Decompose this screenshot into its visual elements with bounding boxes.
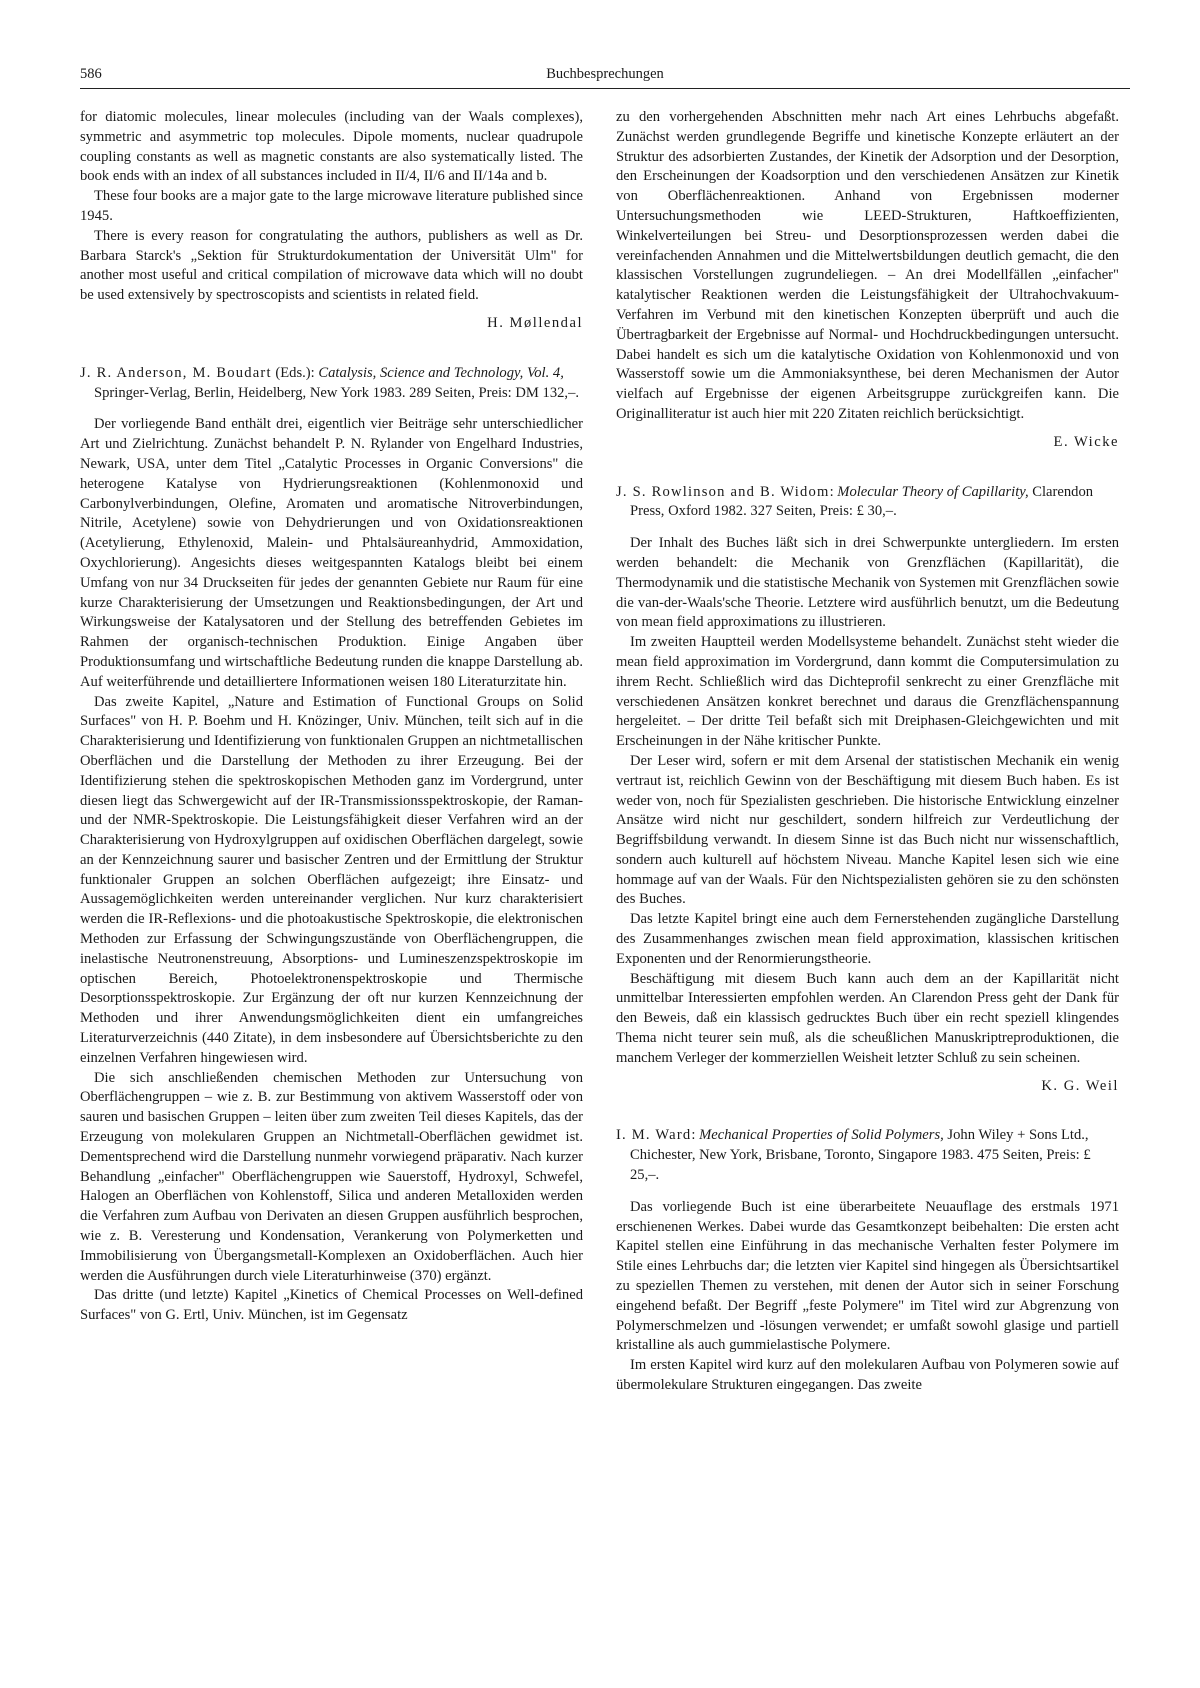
paragraph: zu den vorhergehenden Abschnitten mehr nach Art eines Lehrbuchs abgefaßt. Zunächst werden grundlegende Begriffe und kinetische Konzepte erläutert an der Struktur des adsorbierten Zustandes, der Kinetik der Adsorption und der Desorption, den Erscheinungen der Koadsorption und den verschiedenen Ansätzen zur Kinetik von Oberflächenreaktionen. Anhand von Ergebnissen moderner Untersuchungsmethoden wie LEED-Strukturen, Haftkoeffizienten, Winkelverteilungen bei Streu- und Desorptionsprozessen werden dabei die vereinfachenden Annahmen und die Mittelwertsbildungen deutlich gemacht, die den klassischen Vorstellungen zugrundeliegen. – An drei Modellfällen „einfacher" katalytischer Reaktionen werden die Leistungsfähigkeit der Ultrahochvakuum-Verfahren im Verbund mit den kinetischen Konzepten überprüft und auch die Übertragbarkeit der Ergebnisse auf Normal- und Hochdruckbedingungen untersucht. Dabei handelt es sich um die katalytische Oxidation von Kohlenmonoxid und von Wasserstoff sowie um die Ammoniaksynthese, bei deren Mechanismen der Autor vielfach auf Ergebnisse der eigenen Arbeitsgruppe zurückgreifen kann. Die Originalliteratur ist auch hier mit 220 Zitaten reichlich berücksichtigt. [616, 109, 1119, 422]
right-column [616, 108, 1119, 1396]
review-separator: : [691, 1127, 700, 1144]
paragraph: Der vorliegende Band enthält drei, eigentlich vier Beiträge sehr unterschiedlicher Art und Zielrichtung. Zunächst behandelt P. N. Rylander von Engelhard Industries, Newark, USA, unter dem Titel „Catalytic Processes in Organic Conversions" die heterogene Katalyse von Hydrierungsreaktionen (Kohlenmonoxid und Carbonylverbindungen, Olefine, Aromaten und aromatische Nitroverbindungen, Nitrile, Acetylene) sowie von Dehydrierungen und von Oxidationsreaktionen (Acetylierung, Ethylenoxid, Malein- und Phtalsäureanhydrid, Ammoxidation, Oxychlorierung). Angesichts dieses weitgespannten Katalogs bleibt bei einem Umfang von nur 34 Druckseiten für jedes der genannten Gebiete nur Raum für eine kurze Charakterisierung der Umsetzungen und Reaktionsbedingungen, der Art und Wirkungsweise der Katalysatoren und der Stellung des betreffenden Gebietes im Rahmen der organisch-technischen Produktion. Einige Angaben über Produktionsumfang und wirtschaftliche Bedeutung runden die knappe Darstellung ab. Auf weiterführende und detailliertere Informationen weisen 180 Literaturzitate hin. [80, 416, 583, 690]
review-book-title: Mechanical Properties of Solid Polymers, [699, 1127, 944, 1144]
review-book-details: Springer-Verlag, Berlin, Heidelberg, New York 1983. 289 Seiten, Preis: DM 132,–. [94, 384, 580, 401]
paragraph: Das dritte (und letzte) Kapitel „Kinetics of Chemical Processes on Well-defined Surfaces" von G. Ertl, Univ. München, ist im Gegensatz [80, 1287, 583, 1324]
review-authors: I. M. Ward [616, 1127, 692, 1144]
review-book-details: John Wiley + Sons Ltd., Chichester, New York, Brisbane, Toronto, Singapore 1983. 475 Seiten, Preis: £ 25,–. [630, 1127, 1091, 1184]
paragraph: Die sich anschließenden chemischen Methoden zur Untersuchung von Oberflächengruppen – wie z. B. zur Bestimmung von aktivem Wasserstoff oder von sauren und basischen Gruppen – leiten über zum zweiten Teil dieses Kapitels, das der Erzeugung von molekularen Gruppen an Nichtmetall-Oberflächen gewidmet ist. Dementsprechend wird die Darstellung nunmehr vorwiegend präparativ. Nach kurzer Behandlung „einfacher" Oberflächengruppen wie Sauerstoff, Hydroxyl, Schwefel, Halogen an Oberflächen von Kohlenstoff, Silica und anderen Metalloxiden werden die Verfahren zum Aufbau von Derivaten an diesen Gruppen ausführlich besprochen, wie z. B. Veresterung und Kondensation, Verankerung von Polymerketten und Immobilisierung von Übergangsmetall-Komplexen an Oxidoberflächen. Auch hier werden die Ausführungen durch viele Literaturhinweise (370) ergänzt. [80, 1069, 583, 1284]
paragraph: Im ersten Kapitel wird kurz auf den molekularen Aufbau von Polymeren sowie auf übermolekulare Strukturen eingegangen. Das zweite [616, 1357, 1119, 1394]
running-title: Buchbesprechungen [546, 66, 664, 82]
review-book-details: Clarendon Press, Oxford 1982. 327 Seiten, Preis: £ 30,–. [630, 483, 1094, 520]
reviewer-signature: K. G. Weil [1041, 1077, 1119, 1094]
paragraph: Der Inhalt des Buches läßt sich in drei Schwerpunkte untergliedern. Im ersten werden behandelt: die Mechanik von Grenzflächen (Kapillarität), die Thermodynamik und die statistische Mechanik von Systemen mit Grenzflächen sowie die van-der-Waals'sche Theorie. Letztere wird ausführlich benutzt, um die Bedeutung von mean field approximations zu illustrieren. [616, 535, 1119, 631]
paragraph: There is every reason for congratulating the authors, publishers as well as Dr. Barbara Starck's „Sektion für Strukturdokumentation der Universität Ulm" for another most useful and critical compilation of microwave data which will no doubt be used extensively by spectroscopists and scientists in related field. [80, 227, 583, 304]
review-book-title: Catalysis, Science and Technology, Vol. 4, [318, 364, 564, 381]
review-book-title: Molecular Theory of Capillarity, [837, 483, 1029, 500]
page-header [80, 66, 1130, 88]
review-separator: : [829, 483, 838, 500]
review-citation [616, 1126, 1119, 1185]
review-editors-note: (Eds.): [271, 364, 319, 381]
paragraph: Das letzte Kapitel bringt eine auch dem Fernerstehenden zugängliche Darstellung des Zusammenhanges zwischen mean field approximation, klassischen kritischen Exponenten und der Renormierungstheorie. [616, 911, 1119, 967]
reviewer-signature: H. Møllendal [487, 314, 583, 331]
header-rule [80, 88, 1130, 89]
left-column [80, 108, 583, 1326]
paragraph: Der Leser wird, sofern er mit dem Arsenal der statistischen Mechanik ein wenig vertraut ist, reichlich Gewinn von der Beschäftigung mit diesem Buch haben. Es ist weder von, noch für Spezialisten geschrieben. Die historische Entwicklung einzelner Ansätze wird nicht nur geschildert, sondern hilfreich zur Verdeutlichung der Begriffsbildung verwandt. In diesem Sinne ist das Buch nicht nur wissenschaftlich, sondern auch kulturell auf höchstem Niveau. Manche Kapitel lesen sich wie eine hommage auf van der Waals. Für den Nichtspezialisten gehören sie zu den schönsten des Buches. [616, 752, 1119, 908]
review-citation [80, 364, 583, 404]
review-authors: J. S. Rowlinson and B. Widom [616, 483, 830, 500]
reviewer-signature: E. Wicke [1053, 433, 1119, 450]
review-authors: J. R. Anderson, M. Boudart [80, 364, 272, 381]
paragraph: Im zweiten Hauptteil werden Modellsysteme behandelt. Zunächst steht wieder die mean field approximation im Vordergrund, dann kommt die Computersimulation zu ihrem Recht. Schließlich wird das Dichteprofil senkrecht zu einer Grenzfläche mit verschiedenen Ansätzen konkret berechnet und daraus die Grenzflächenspannung hergeleitet. – Der dritte Teil befaßt sich mit Dreiphasen-Gleichgewichten und mit Erscheinungen in der Nähe kritischer Punkte. [616, 634, 1119, 750]
paragraph: Beschäftigung mit diesem Buch kann auch dem an der Kapillarität nicht unmittelbar Interessierten empfohlen werden. An Clarendon Press geht der Dank für den Beweis, daß ein klassisch gedrucktes Buch über ein recht speziell klingendes Thema nicht teurer sein muß, als die scheußlichen Manuskriptreproduktionen, die manchem Verleger der kommerziellen Weisheit letzter Schluß zu sein scheinen. [616, 970, 1119, 1066]
paragraph: for diatomic molecules, linear molecules (including van der Waals complexes), symmetric and asymmetric top molecules. Dipole moments, nuclear quadrupole coupling constants as well as magnetic constants are also systematically listed. The book ends with an index of all substances included in II/4, II/6 and II/14a and b. [80, 109, 583, 185]
paragraph: These four books are a major gate to the large microwave literature published since 1945. [80, 188, 583, 224]
page-number: 586 [80, 66, 102, 82]
paragraph: Das zweite Kapitel, „Nature and Estimation of Functional Groups on Solid Surfaces" von H. P. Boehm und H. Knözinger, Univ. München, teilt sich auf in die Charakterisierung und Identifizierung von funktionalen Gruppen an nichtmetallischen Oberflächen und die Darstellung der Methoden zu ihrer Erzeugung. Bei der Identifizierung stehen die spektroskopischen Methoden ganz im Vordergrund, unter diesen liegt das Schwergewicht auf der IR-Transmissionsspektroskopie, der Raman- und der NMR-Spektroskopie. Die Leistungsfähigkeit dieser Verfahren wird an der Charakterisierung von Hydroxylgruppen auf oxidischen Oberflächen dargelegt, sowie an der Kennzeichnung saurer und basischer Zentren und der Ermittlung der Struktur funktionaler Gruppen an solchen Oberflächen aufgezeigt; ihre Einsatz- und Aussagemöglichkeiten werden untereinander verglichen. Nur kurz charakterisiert werden die IR-Reflexions- und die photoakustische Spektroskopie, die elektronischen Methoden zur Erfassung der Schwingungszustände von Oberflächengruppen, die inelastische Neutronenstreuung, Absorptions- und Lumineszenzspektroskopie im optischen Bereich, Photoelektronenspektroskopie und Thermische Desorptionsspektroskopie. Zur Ergänzung der oft nur kurzen Kennzeichnung der Methoden und ihrer Anwendungsmöglichkeiten dient ein umfangreiches Literaturverzeichnis (440 Zitate), in dem insbesondere auf Übersichtsberichte zu den einzelnen Verfahren hingewiesen wird. [80, 693, 583, 1066]
paragraph: Das vorliegende Buch ist eine überarbeitete Neuauflage des erstmals 1971 erschienenen Werkes. Dabei wurde das Gesamtkonzept beibehalten: Die ersten acht Kapitel stellen eine Einführung in das mechanische Verhalten fester Polymere im Stile eines Lehrbuchs dar; die letzten vier Kapitel sind hingegen als Übersichtsartikel zu speziellen Themen zu verstehen, mit denen der Autor sich in seiner Forschung eingehend befaßt. Der Begriff „feste Polymere" im Titel wird zur Abgrenzung von Polymerschmelzen und -lösungen verwendet; er umfaßt sowohl glasige und partiell kristalline als auch gummielastische Polymere. [616, 1198, 1119, 1354]
review-citation [616, 483, 1119, 523]
